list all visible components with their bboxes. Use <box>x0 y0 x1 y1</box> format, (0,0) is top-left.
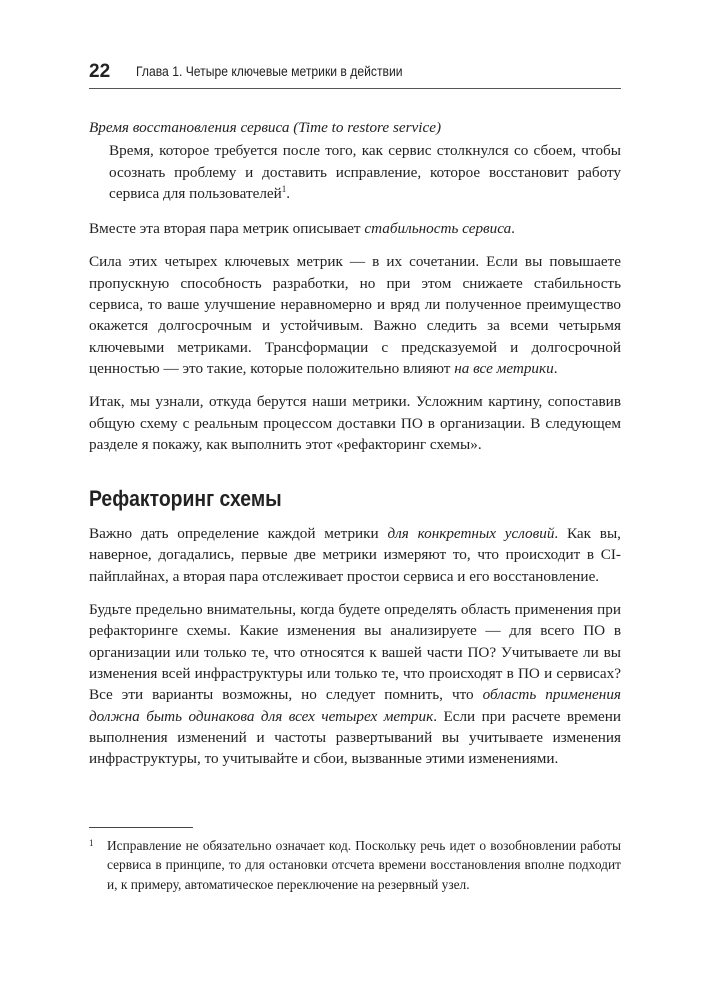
definition-body: Время, которое требуется после того, как сервис столкнулся со сбоем, чтобы осознать проблему и доставить исправление, которое восстановит работу сервиса для пользователей <box>109 142 621 202</box>
paragraph-scope <box>89 599 621 769</box>
footnote <box>89 836 621 894</box>
paragraph-text: . Если при расчете времени выполнения изменений и частоты развертываний вы учитываете изменения инфраструктуры, то учитывайте и сбои, вызванные этими изменениями. <box>89 707 621 768</box>
paragraph-end: . <box>553 359 558 377</box>
page-header <box>89 58 621 89</box>
paragraph-text: Будьте предельно внимательны, когда будете определять область применения при рефакторинге схемы. Какие изменения вы анализируете — для всего ПО в организации или только те, что относятся к вашей части ПО? Учитываете ли вы изменения всей инфраструктуры или только те, что происходят в ПО и сервисах? Все эти варианты возможны, но следует помнить, что <box>89 601 621 704</box>
emphasis-text: область применения должна быть одинакова для всех четырех метрик <box>89 686 621 725</box>
emphasis-text: стабильность сервиса <box>364 220 512 238</box>
emphasis-text: для конкретных условий <box>387 525 555 543</box>
running-title: Глава 1. Четыре ключевые метрики в действии <box>136 64 403 79</box>
definition-term: Время восстановления сервиса (Time to restore service) <box>89 119 442 136</box>
paragraph-stability <box>89 218 621 239</box>
footnote-divider <box>89 827 193 828</box>
paragraph-combination <box>89 251 621 379</box>
definition-text: Время, которое требуется после того, как сервис столкнулся со сбоем, чтобы осознать проблему и доставить исправление, которое восстановит работу сервиса для пользователей$^1$. <box>109 142 621 202</box>
footnote-mark: 1 <box>89 838 94 848</box>
footnote-text: Исправление не обязательно означает код. Поскольку речь идет о возобновлении работы сервиса в принципе, то для остановки отсчета времени восстановления вполне подходит и, к примеру, автоматическое переключение на резервный узел. <box>107 838 621 892</box>
paragraph-text: Сила этих четырех ключевых метрик — в их сочетании. Если вы повышаете пропускную способность разработки, но при этом снижаете стабильность сервиса, то ваше улучшение неравномерно и вряд ли полученное преимущество окажется долгосрочным и устойчивым. Важно следить за всеми четырьмя ключевыми метриками. Трансформации с предсказуемой и долгосрочной ценностью — это такие, которые положительно влияют <box>89 253 621 377</box>
page-number: 22 <box>89 61 111 82</box>
section-heading: Рефакторинг схемы <box>89 486 282 512</box>
paragraph-transition: Итак, мы узнали, откуда берутся наши метрики. Усложним картину, сопоставив общую схему с реальным процессом доставки ПО в организации. В следующем разделе я покажу, как выполнить этот «рефакторинг схемы». <box>89 393 621 453</box>
footnote-reference[interactable]: 1 <box>281 183 287 194</box>
paragraph-end: . <box>511 220 515 238</box>
page-body <box>89 117 621 769</box>
paragraph-definition-conditions <box>89 523 621 587</box>
emphasis-text: на все метрики <box>454 359 554 377</box>
paragraph-text: Важно дать определение каждой метрики <box>89 525 388 543</box>
paragraph-text: Вместе эта вторая пара метрик описывает <box>89 220 365 238</box>
paragraph-text: . Как вы, наверное, догадались, первые две метрики измеряют то, что происходит в CI-пайплайнах, а вторая пара отслеживает простои сервиса и его восстановление. <box>89 525 621 585</box>
